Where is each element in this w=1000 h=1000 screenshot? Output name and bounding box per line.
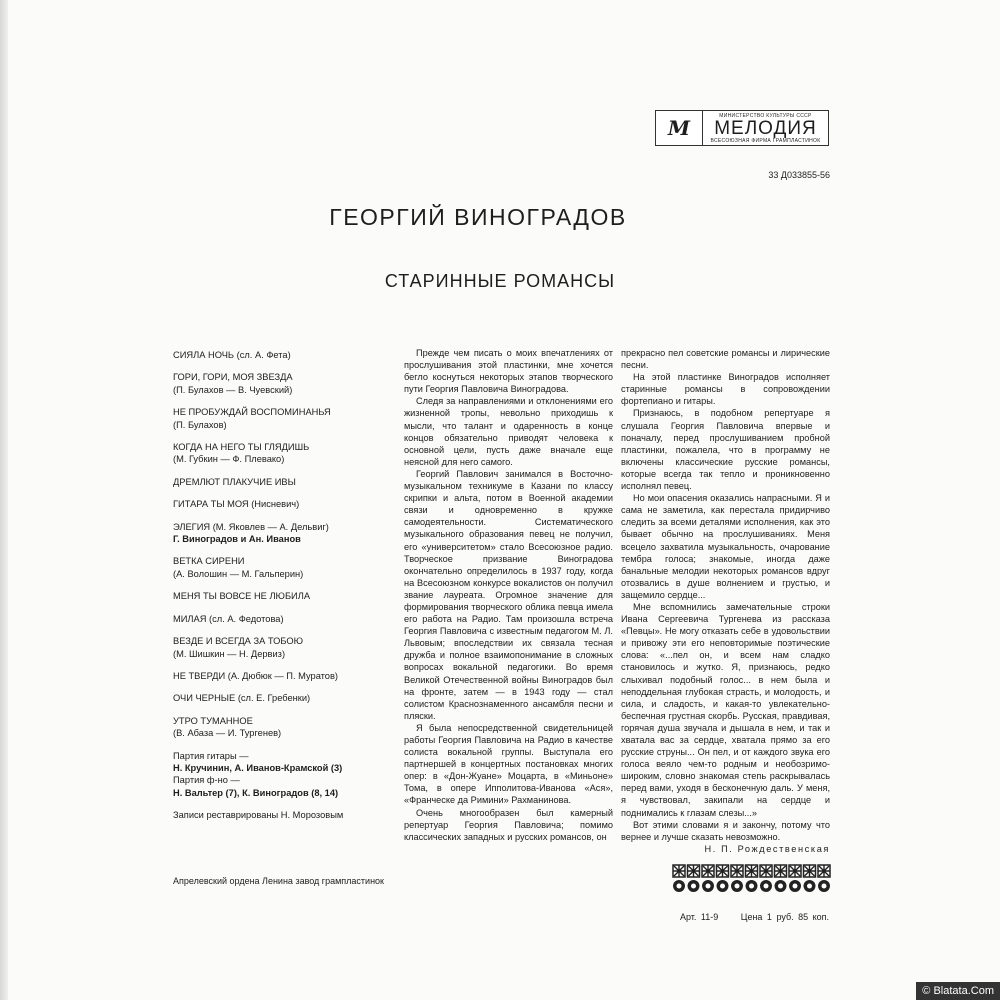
guitar-names: Н. Кручинин, А. Иванов-Крамской (3) [173, 762, 343, 773]
ornament-flower-center [764, 884, 769, 889]
ornament-star [760, 865, 772, 877]
track-credit: (А. Волошин — М. Гальперин) [173, 568, 304, 579]
track-item [173, 441, 398, 466]
cover-edge [0, 0, 8, 1000]
track-title: ЭЛЕГИЯ (М. Яковлев — А. Дельвиг) [173, 521, 329, 532]
restoration-note: Записи реставрированы Н. Морозовым [173, 810, 344, 821]
ornament-star [731, 865, 743, 877]
notes-paragraph: Вот этими словами я и закончу, потому что вернее и лучше сказать невозможно. [621, 819, 830, 842]
artist-title: ГЕОРГИЙ ВИНОГРАДОВ [329, 204, 627, 230]
logo-ministry: МИНИСТЕРСТВО КУЛЬТУРЫ СССР [719, 112, 812, 119]
ornament-star [804, 865, 816, 877]
track-item [173, 349, 398, 361]
track-title: КОГДА НА НЕГО ТЫ ГЛЯДИШЬ [173, 442, 310, 453]
ornament-star [702, 865, 714, 877]
piano-label: Партия ф-но — [173, 775, 240, 786]
track-title: УТРО ТУМАННОЕ [173, 715, 253, 726]
liner-notes-column-2 [621, 347, 830, 855]
track-item [173, 670, 398, 682]
track-title: МИЛАЯ (сл. А. Федотова) [173, 613, 284, 624]
notes-paragraph: Но мои опасения оказались напрасными. Я и сама не заметила, как перестала придирчиво следить за всеми деталями исполнения, как это бывает обычно на прослушиваниях. Меня всецело захватила музыкальность, очарование тембра голоса; знакомые, иногда даже банальные мелодии некоторых романсов вдруг отозвались в душе волнением и грустью, и защемило сердце... [621, 493, 830, 600]
guitar-label: Партия гитары — [173, 750, 249, 761]
notes-paragraph: Очень многообразен был камерный репертуар Георгия Павловича; помимо классических западных и русских романсов, он [404, 807, 613, 842]
ornament-star [789, 865, 801, 877]
notes-paragraph: прекрасно пел советские романсы и лирические песни. [621, 348, 830, 371]
notes-paragraph: Прежде чем писать о моих впечатлениях от прослушивания этой пластинки, мне хочется бегло коснуться некоторых этапов творческого пути Георгия Павловича Виноградова. [404, 348, 613, 395]
ornament-flower-center [735, 884, 740, 889]
track-title: ДРЕМЛЮТ ПЛАКУЧИЕ ИВЫ [173, 476, 296, 487]
notes-paragraph: Георгий Павлович занимался в Восточно-музыкальном техникуме в Казани по классу скрипки и альта, потом в Военной академии связи и одновременно в кружке самодеятельности. Систематического музыкального образования певец не получил, его «университетом» стало Всесоюзное радио. Творческое призвание Виноградова окончательно определилось в 1937 году, когда на Всесоюзном конкурсе вокалистов он получил звание лауреата. Огромное значение для формирования творческого облика певца имела его работа на Радио. Там произошла встреча Георгия Павловича с известным педагогом М. Л. Львовым; впоследствии их связала тесная дружба и полное взаимопонимание в сложных вопросах вокальной педагогики. Во время Великой Отечественной войны Виноградов был на фронте, затем — в 1943 году — стал солистом Краснознаменного ансамбля песни и пляски. [404, 468, 613, 721]
logo-name: МЕЛОДИЯ [714, 117, 817, 139]
track-performers: Г. Виноградов и Ан. Иванов [173, 534, 301, 545]
ornament-star [818, 865, 830, 877]
album-title: СТАРИННЫЕ РОМАНСЫ [384, 271, 616, 291]
notes-paragraph: Я была непосредственной свидетельницей работы Георгия Павловича на Радио в качестве солиста вокальной группы. Выступала его партнершей в концертных постановках многих опер: в «Дон-Жуане» Моцарта, в «Миньоне» Тома, в опере Ипполитова-Иванова «Ася», «Франческе да Римини» Рахманинова. [404, 722, 613, 806]
track-credit: (В. Абаза — И. Тургенев) [173, 728, 282, 739]
track-item [173, 555, 398, 580]
track-title: ГИТАРА ТЫ МОЯ (Нисневич) [173, 499, 300, 510]
track-list [173, 349, 398, 822]
ornament-flower-center [778, 884, 783, 889]
track-item [173, 406, 398, 431]
piano-names: Н. Вальтер (7), К. Виноградов (8, 14) [173, 787, 339, 798]
track-credit: (М. Шишкин — Н. Дервиз) [173, 648, 286, 659]
track-credit: (П. Булахов) [173, 419, 227, 430]
folk-ornament-icon [672, 864, 834, 894]
track-item [173, 590, 398, 602]
ornament-flower-center [677, 884, 682, 889]
catalog-number: 33 Д033855-56 [768, 170, 830, 180]
track-title: МЕНЯ ТЫ ВОВСЕ НЕ ЛЮБИЛА [173, 591, 311, 602]
ornament-star [775, 865, 787, 877]
notes-paragraph: Мне вспомнились замечательные строки Ивана Сергеевича Тургенева из рассказа «Певцы». Не могу отказать себе в удовольствии и привожу эти его неповторимые поэтические слова: «...пел он, и всем нам сладко становилось и жутко. Я, признаюсь, редко слыхивал подобный голос... в нем была и неподдельная глубокая страсть, и молодость, и сила, и сладость, и какая-то увлекательно-беспечная грустная скорбь. Русская, правдивая, горячая душа звучала и дышала в нем, и так и хватала вас за сердце, хватала прямо за его русские струны... Он пел, и от каждого звука его голоса веяло чем-то родным и необозримо-широким, словно знакомая степь раскрывалась перед вами, уходя в бесконечную даль. У меня, я чувствовал, закипали на сердце и поднимались к глазам слезы...» [621, 601, 830, 818]
track-credit: (П. Булахов — В. Чуевский) [173, 384, 293, 395]
track-item [173, 521, 398, 546]
track-title: СИЯЛА НОЧЬ (сл. А. Фета) [173, 350, 291, 360]
price-line [680, 912, 829, 922]
credits [173, 750, 398, 822]
track-title: ОЧИ ЧЕРНЫЕ (сл. Е. Гребенки) [173, 693, 311, 704]
ornament-star [746, 865, 758, 877]
article-number: Арт. 11-9 [680, 912, 719, 922]
notes-paragraph: Следя за направлениями и отклонениями его жизненной тропы, невольно приходишь к мысли, что талант и одаренность в конце концов обязательно приводят человека к основной цели, пусть даже вначале еще неясной для него самого. [404, 396, 613, 467]
notes-paragraph: Признаюсь, в подобном репертуаре я слушала Георгия Павловича впервые и поначалу, перед прослушиванием пробной пластинки, пожалела, что в программу не включены классические русские романсы, которые всегда так тепло и проникновенно исполнял певец. [621, 408, 830, 492]
track-item [173, 371, 398, 396]
track-item [173, 498, 398, 510]
logo-firm: ВСЕСОЮЗНАЯ ФИРМА ГРАМПЛАСТИНОК [710, 137, 821, 144]
melodiya-logo [655, 110, 829, 146]
ornament-flower-center [807, 884, 812, 889]
track-credit: (М. Губкин — Ф. Плевако) [173, 454, 285, 465]
ornament-flower-center [706, 884, 711, 889]
track-title: НЕ ПРОБУЖДАЙ ВОСПОМИНАНЬЯ [173, 407, 331, 418]
ornament-flower-center [691, 884, 696, 889]
track-item [173, 476, 398, 488]
melodiya-mark-icon: М [667, 116, 691, 140]
price: Цена 1 руб. 85 коп. [740, 912, 830, 922]
track-title: ВЕЗДЕ И ВСЕГДА ЗА ТОБОЮ [173, 636, 303, 647]
notes-paragraph: На этой пластинке Виноградов исполняет старинные романсы в сопровождении фортепиано и гитары. [621, 372, 830, 407]
track-item [173, 715, 398, 740]
track-item [173, 635, 398, 660]
ornament-star [688, 865, 700, 877]
pressing-plant: Апрелевский ордена Ленина завод грампластинок [173, 876, 384, 886]
ornament-flower-center [822, 884, 827, 889]
ornament-flower-center [793, 884, 798, 889]
ornament-star [673, 865, 685, 877]
ornament-star [717, 865, 729, 877]
ornament-flower-center [720, 884, 725, 889]
notes-signature: Н. П. Рождественская [704, 843, 830, 854]
track-item [173, 692, 398, 704]
track-title: ВЕТКА СИРЕНИ [173, 556, 245, 567]
track-title: ГОРИ, ГОРИ, МОЯ ЗВЕЗДА [173, 372, 293, 383]
ornament-flower-center [749, 884, 754, 889]
track-title: НЕ ТВЕРДИ (А. Дюбюк — П. Муратов) [173, 670, 339, 681]
liner-notes-column-1 [404, 347, 613, 843]
track-item [173, 613, 398, 625]
watermark: © Blatata.Com [916, 982, 1000, 1000]
